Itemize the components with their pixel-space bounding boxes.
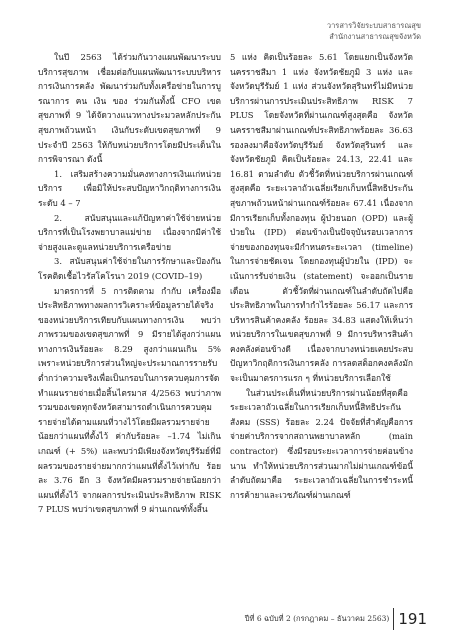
header-organization: สำนักงานสาธารณสุขจังหวัด [329, 32, 421, 41]
paragraph: 5 แห่ง คิดเป็นร้อยละ 5.61 โดยแยกเป็นจังหวัดนครราชสีมา 1 แห่ง จังหวัดชัยภูมิ 3 แห่ง และจังหวัดบุรีรัมย์ 1 แห่ง ส่วนจังหวัดสุรินทร์ไม่มีหน่วยบริการผ่านการประเมินประสิทธิภาพ RISK 7 PLUS โดยจังหวัดที่ผ่านเกณฑ์สูงสุดคือ จังหวัดนครราชสีมาผ่านเกณฑ์ประสิทธิภาพร้อยละ 36.63 รองลงมาคือจังหวัดบุรีรัมย์ จังหวัดสุรินทร์ และจังหวัดชัยภูมิ คิดเป็นร้อยละ 24.13, 22.41 และ 16.81 ตามลำดับ ตัวชี้วัดที่หน่วยบริการผ่านเกณฑ์สูงสุดคือ ระยะเวลาถัวเฉลี่ยเรียกเก็บหนี้สิทธิประกันสุขภาพถ้วนหน้าผ่านเกณฑ์ร้อยละ 67.41 เนื่องจากมีการเรียกเก็บทั้งกองทุน ผู้ป่วยนอก (OPD) และผู้ป่วยใน (IPD) ค่อนข้างเป็นปัจจุบันรอบเวลาการจ่ายของกองทุนจะมีกำหนดระยะเวลา (timeline) ในการจ่ายชัดเจน โดยกองทุนผู้ป่วยใน (IPD) จะเน้นการรับจ่ายเงิน (statement) จะออกเป็นรายเดือน ตัวชี้วัดที่ผ่านเกณฑ์ในลำดับถัดไปคือประสิทธิภาพในการทำกำไรร้อยละ 56.17 และการบริหารสินค้าคงคลัง ร้อยละ 34.83 แสดงให้เห็นว่า หน่วยบริการในเขตสุขภาพที่ 9 มีการบริหารสินค้าคงคลังค่อนข้างดี เนื่องจากบางหน่วยเคยประสบปัญหาวิกฤติการเงินการคลัง การลดสต็อกคงคลังมักจะเป็นมาตรการแรก ๆ ที่หน่วยบริการเลือกใช้ [230, 52, 413, 384]
issue-info: ปีที่ 6 ฉบับที่ 2 (กรกฎาคม – ธันวาคม 2563) [244, 614, 390, 623]
page-footer [245, 606, 427, 632]
paragraph: มาตรการที่ 5 การติดตาม กำกับ เครื่องมือประสิทธิภาพทางผลการวิเคราะห์ข้อมูลรายได้จริงของหน่วยบริการเทียบกับแผนทางการเงิน พบว่าภาพรวมของเขตสุขภาพที่ 9 มีรายได้สูงกว่าแผนทางการเงินร้อยละ 8.29 สูงกว่าแผนเกิน 5% เพราะหน่วยบริการส่วนใหญ่จะประมาณการรายรับต่ำกว่าความจริงเพื่อเป็นกรอบในการควบคุมการจัดทำแผนรายจ่ายเมื่อสิ้นไตรมาส 4/2563 พบว่าภาพรวมของเขตทุกจังหวัดสามารถดำเนินการควบคุมรายจ่ายได้ตามแผนที่วางไว้โดยมีผลรวมรายจ่ายน้อยกว่าแผนที่ตั้งไว้ ค่ากับร้อยละ –1.74 ไม่เกินเกณฑ์ (+ 5%) และพบว่ามีเพียงจังหวัดบุรีรัมย์ที่มีผลรวมของรายจ่ายมากกว่าแผนที่ตั้งไว้เท่ากับ ร้อยละ 3.76 อีก 3 จังหวัดมีผลรวมรายจ่ายน้อยกว่าแผนที่ตั้งไว้ จากผลการประเมินประสิทธิภาพ RISK 7 PLUS พบว่าเขตสุขภาพที่ 9 ผ่านเกณฑ์ทั้งสิ้น [38, 285, 221, 515]
right-column [230, 50, 413, 502]
paragraph: ในส่วนประเด็นที่หน่วยบริการผ่านน้อยที่สุดคือ ระยะเวลาถัวเฉลี่ยในการเรียกเก็บหนี้สิทธิประกันสังคม (SSS) ร้อยละ 2.24 ปัจจัยที่สำคัญคือการจ่ายค่าบริการจากสถานพยาบาลหลัก (main contractor) ซึ่งมีรอบระยะเวลาการจ่ายค่อนข้างนาน ทำให้หน่วยบริการส่วนมากไม่ผ่านเกณฑ์ข้อนี้ ลำดับถัดมาคือ ระยะเวลาถัวเฉลี่ยในการชำระหนี้การค้ายาและเวชภัณฑ์ผ่านเกณฑ์ [230, 387, 413, 500]
running-header [327, 20, 421, 42]
paragraph: 2. สนับสนุนและแก้ปัญหาค่าใช้จ่ายหน่วยบริการที่เป็นโรงพยาบาลแม่ข่าย เนื่องจากมีค่าใช้จ่ายสูงและดูแลหน่วยบริการเครือข่าย [38, 212, 221, 252]
page-number: 191 [398, 610, 427, 628]
paragraph: ในปี 2563 ได้ร่วมกันวางแผนพัฒนาระบบบริการสุขภาพ เชื่อมต่อกับแผนพัฒนาระบบบริหารการเงินการคลัง พัฒนาร่วมกับทั้งเครือข่ายในการบูรณาการ คน เงิน ของ ร่วมกันทั้งนี้ CFO เขตสุขภาพที่ 9 ได้จัดวางแนวทางประมวลหลักประกันสุขภาพถ้วนหน้า เงินกับระดับเขตสุขภาพที่ 9 ประจำปี 2563 ให้กับหน่วยบริการโดยมีประเด็นในการพิจารณา ดังนี้ [38, 52, 221, 165]
header-journal-title: วารสารวิจัยระบบสาธารณสุข [326, 21, 421, 30]
left-column [38, 50, 221, 517]
paragraph: 3. สนับสนุนค่าใช้จ่ายในการรักษาและป้องกันโรคติดเชื้อไวรัสโคโรนา 2019 (COVID–19) [38, 256, 221, 281]
footer-divider [393, 608, 394, 630]
paragraph: 1. เสริมสร้างความมั่นคงทางการเงินแก่หน่วยบริการ เพื่อมิให้ประสบปัญหาวิกฤติทางการเงิน ระดับ 4 – 7 [38, 168, 221, 208]
